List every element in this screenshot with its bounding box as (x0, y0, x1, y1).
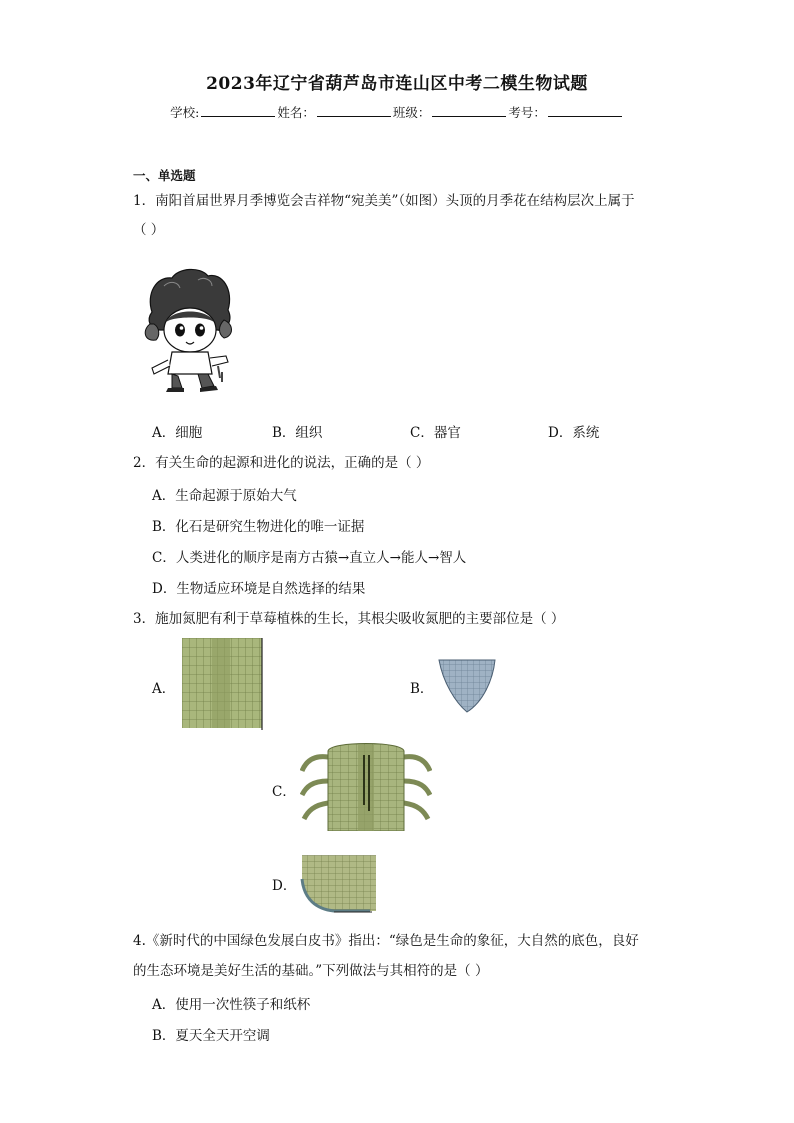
section-heading: 一、单选题 (133, 168, 196, 183)
q2-option-d[interactable]: D．生物适应环境是自然选择的结果 (152, 581, 366, 597)
question-4-text-cont: 的生态环境是美好生活的基础。”下列做法与其相符的是（ ） (133, 963, 489, 979)
root-section-a-image (182, 638, 264, 730)
mascot-image (142, 264, 236, 398)
question-3-text: 3．施加氮肥有利于草莓植株的生长，其根尖吸收氮肥的主要部位是（ ） (133, 611, 565, 627)
class-blank[interactable] (432, 104, 506, 117)
q1-option-c[interactable]: C．器官 (410, 425, 461, 441)
q2-option-a[interactable]: A．生命起源于原始大气 (152, 488, 297, 504)
q3-option-a[interactable]: A． (152, 681, 176, 697)
name-label: 姓名： (277, 105, 315, 120)
q3-option-c[interactable]: C． (272, 784, 296, 800)
q3-option-b[interactable]: B． (410, 681, 434, 697)
number-label: 考号： (508, 105, 546, 120)
q3-option-d[interactable]: D． (272, 878, 297, 894)
q4-option-a[interactable]: A．使用一次性筷子和纸杯 (152, 997, 311, 1013)
q2-option-b[interactable]: B．化石是研究生物进化的唯一证据 (152, 519, 365, 535)
q2-option-c[interactable]: C．人类进化的顺序是南方古猿→直立人→能人→智人 (152, 550, 467, 566)
q4-option-b[interactable]: B．夏天全天开空调 (152, 1028, 270, 1044)
page-title: 2023年辽宁省葫芦岛市连山区中考二模生物试题 (206, 74, 588, 94)
question-2-text: 2．有关生命的起源和进化的说法，正确的是（ ） (133, 455, 430, 471)
number-blank[interactable] (548, 104, 622, 117)
question-4-text: 4.《新时代的中国绿色发展白皮书》指出：“绿色是生命的象征，大自然的底色，良好 (133, 933, 639, 949)
q1-option-a[interactable]: A．细胞 (152, 425, 203, 441)
q1-option-b[interactable]: B．组织 (272, 425, 323, 441)
school-label: 学校: (170, 105, 200, 120)
root-section-d-image (300, 855, 380, 913)
q1-option-d[interactable]: D．系统 (548, 425, 600, 441)
question-1-text-cont: （ ） (133, 222, 165, 238)
student-info-line (0, 103, 794, 121)
school-blank[interactable] (201, 104, 275, 117)
question-1-text: 1．南阳首届世界月季博览会吉祥物“宛美美”（如图）头顶的月季花在结构层次上属于 (133, 193, 635, 209)
class-label: 班级： (392, 105, 431, 120)
root-section-b-image (437, 658, 497, 714)
root-section-c-image (300, 737, 432, 831)
name-blank[interactable] (317, 104, 391, 117)
